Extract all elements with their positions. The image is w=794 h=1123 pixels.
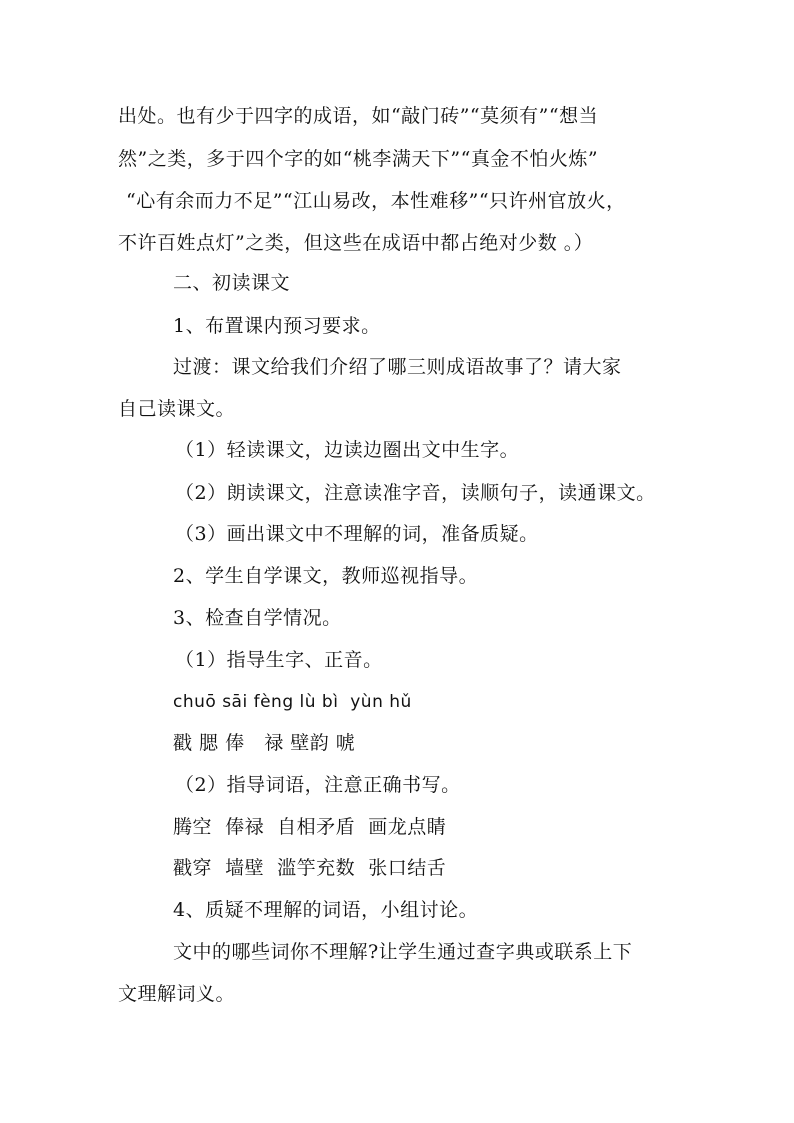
text-line: 然”之类，多于四个字的如“桃李满天下”“真金不怕火炼” — [118, 148, 599, 170]
text-line: 1、布置课内预习要求。 — [173, 315, 381, 337]
text-line: （2）朗读课文，注意读准字音，读顺句子，读通课文。 — [175, 482, 656, 504]
text-line: 文中的哪些词你不理解?让学生通过查字典或联系上下 — [173, 941, 633, 963]
text-line: 自己读课文。 — [118, 398, 236, 420]
text-line: （1）指导生字、正音。 — [175, 649, 383, 671]
character-line: 戳 腮 俸 禄 壁韵 唬 — [173, 732, 356, 754]
text-line: （1）轻读课文，边读边圈出文中生字。 — [175, 439, 520, 461]
text-line: 出处。也有少于四字的成语，如“敲门砖”“莫须有”“想当 — [118, 105, 599, 127]
text-line: 2、学生自学课文，教师巡视指导。 — [173, 565, 479, 587]
text-line: 过渡：课文给我们介绍了哪三则成语故事了？请大家 — [173, 356, 622, 378]
text-line: “心有余而力不足”“江山易改，本性难移”“只许州官放火， — [126, 190, 626, 212]
vocabulary-line: 腾空 俸禄 自相矛盾 画龙点睛 — [173, 816, 447, 838]
vocabulary-line: 戳穿 墙壁 滥竽充数 张口结舌 — [173, 857, 447, 879]
text-line: 3、检查自学情况。 — [173, 607, 342, 629]
section-heading: 二、初读课文 — [173, 272, 291, 294]
text-line: （3）画出课文中不理解的词，准备质疑。 — [175, 523, 539, 545]
text-line: 4、质疑不理解的词语，小组讨论。 — [173, 899, 479, 921]
text-line: 文理解词义。 — [118, 983, 236, 1005]
text-line: 不许百姓点灯”之类，但这些在成语中都占绝对少数 。） — [118, 232, 594, 254]
text-line: （2）指导词语，注意正确书写。 — [175, 774, 461, 796]
pinyin-line: chuō sāi fèng lù bì yùn hǔ — [173, 692, 412, 712]
